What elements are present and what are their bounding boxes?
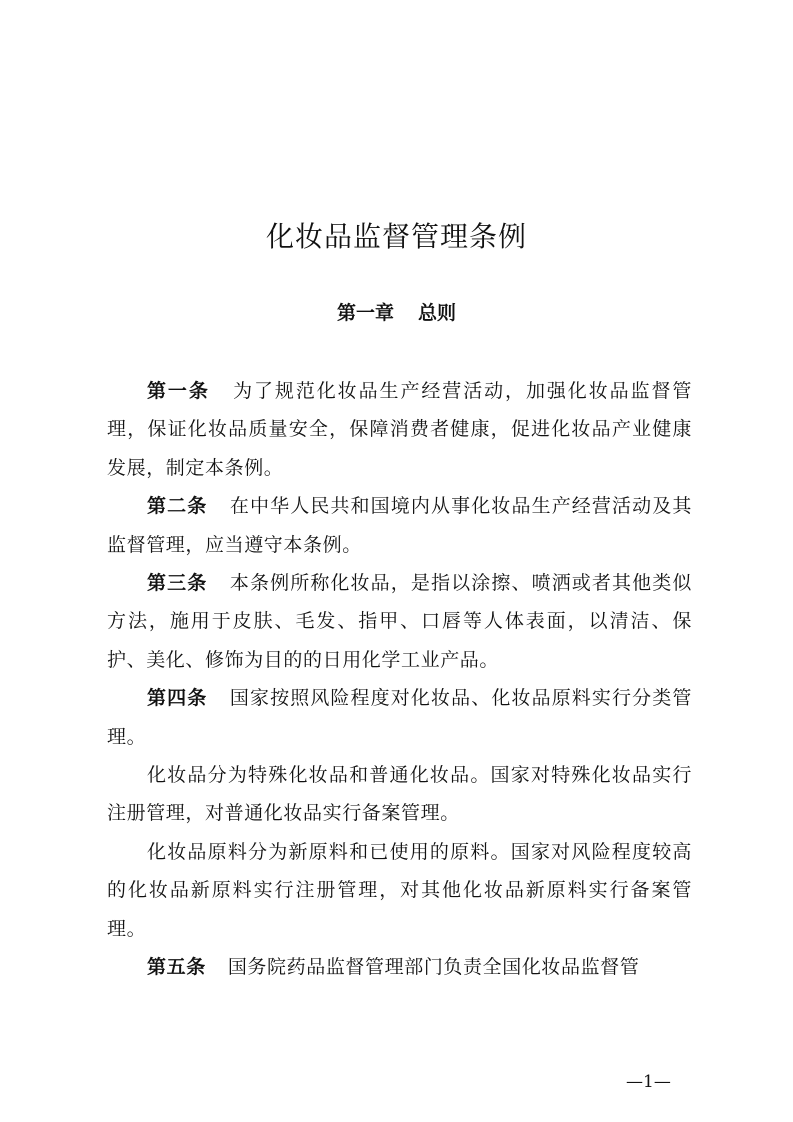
paragraph-article-4-clause-2: [107, 756, 692, 833]
paragraph-article-1: [107, 372, 692, 487]
paragraph-text: 本条例所称化妆品，是指以涂擦、喷洒或者其他类似方法，施用于皮肤、毛发、指甲、口唇等人体表面，以清洁、保护、美化、修饰为目的的日用化学工业产品。: [107, 572, 692, 671]
article-label: 第一条: [147, 380, 210, 402]
paragraph-text: 为了规范化妆品生产经营活动，加强化妆品监督管理，保证化妆品质量安全，保障消费者健康，促进化妆品产业健康发展，制定本条例。: [107, 380, 692, 479]
paragraph-text: 化妆品分为特殊化妆品和普通化妆品。国家对特殊化妆品实行注册管理，对普通化妆品实行备案管理。: [107, 764, 692, 825]
chapter-number: 第一章: [336, 302, 394, 324]
paragraph-article-5: [107, 948, 692, 986]
paragraph-article-3: [107, 564, 692, 679]
paragraph-text: 在中华人民共和国境内从事化妆品生产经营活动及其监督管理，应当遵守本条例。: [107, 495, 692, 556]
paragraph-text: 化妆品原料分为新原料和已使用的原料。国家对风险程度较高的化妆品新原料实行注册管理，对其他化妆品新原料实行备案管理。: [107, 840, 692, 940]
chapter-name: 总则: [418, 302, 457, 324]
page-number: —1—: [626, 1072, 671, 1092]
paragraph-text: 国家按照风险程度对化妆品、化妆品原料实行分类管理。: [107, 687, 692, 748]
article-label: 第五条: [147, 956, 206, 979]
paragraph-text: 国务院药品监督管理部门负责全国化妆品监督管: [227, 956, 640, 979]
article-label: 第四条: [147, 687, 208, 710]
chapter-heading: [0, 296, 793, 330]
document-body: [107, 372, 692, 987]
paragraph-article-4: [107, 679, 692, 756]
document-title: 化妆品监督管理条例: [265, 220, 527, 253]
paragraph-article-4-clause-3: [107, 833, 692, 948]
paragraph-article-2: [107, 487, 692, 564]
article-label: 第二条: [147, 495, 208, 518]
article-label: 第三条: [147, 572, 208, 595]
